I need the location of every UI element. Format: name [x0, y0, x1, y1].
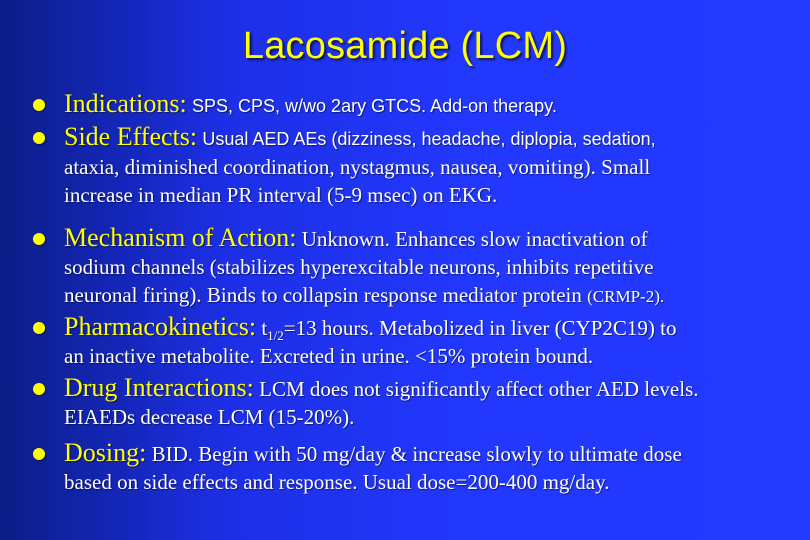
- text-indications-line-1: SPS, CPS, w/wo 2ary GTCS. Add-on therapy.: [192, 96, 557, 116]
- bullet-text: [64, 224, 794, 311]
- bullet-dot-icon: [33, 132, 45, 144]
- text-mechanism-line-1: Unknown. Enhances slow inactivation of: [301, 227, 648, 251]
- bullet-text: [64, 123, 794, 209]
- heading-side-effects: Side Effects:: [64, 122, 198, 151]
- bullet-text: [64, 374, 794, 431]
- text-drug-interactions-line-1: LCM does not significantly affect other AED levels.: [259, 377, 699, 401]
- text-dosing-line-1: BID. Begin with 50 mg/day & increase slowly to ultimate dose: [151, 442, 682, 466]
- heading-indications: Indications:: [64, 89, 187, 118]
- heading-pharmacokinetics: Pharmacokinetics:: [64, 312, 257, 341]
- heading-drug-interactions: Drug Interactions:: [64, 373, 254, 402]
- text-mechanism-line-2: sodium channels (stabilizes hyperexcitable neurons, inhibits repetitive: [64, 255, 654, 279]
- bullet-text: [64, 90, 794, 120]
- half-life-symbol: t: [261, 316, 268, 340]
- text-side-effects-line-2: ataxia, diminished coordination, nystagmus, nausea, vomiting). Small: [64, 155, 651, 179]
- slide-title: Lacosamide (LCM): [242, 25, 568, 67]
- text-dosing-line-2: based on side effects and response. Usual dose=200-400 mg/day.: [64, 470, 610, 494]
- bullet-dot-icon: [33, 322, 45, 334]
- text-mechanism-line-3: neuronal firing). Binds to collapsin response mediator protein: [64, 283, 582, 307]
- bullet-dot-icon: [33, 233, 45, 245]
- bullet-text: [64, 439, 794, 496]
- text-side-effects-line-3: increase in median PR interval (5-9 msec) on EKG.: [64, 183, 498, 207]
- text-pharmacokinetics-line-2: an inactive metabolite. Excreted in urine. <15% protein bound.: [64, 344, 594, 368]
- bullet-dot-icon: [33, 99, 45, 111]
- heading-dosing: Dosing:: [64, 438, 147, 467]
- bullet-dot-icon: [33, 383, 45, 395]
- bullet-dot-icon: [33, 448, 45, 460]
- heading-mechanism: Mechanism of Action:: [64, 223, 297, 252]
- text-side-effects-line-1: Usual AED AEs (dizziness, headache, diplopia, sedation,: [202, 129, 656, 149]
- text-mechanism-crmp: (CRMP-2).: [587, 287, 665, 306]
- text-drug-interactions-line-2: EIAEDs decrease LCM (15-20%).: [64, 405, 355, 429]
- bullet-text: [64, 313, 794, 370]
- text-pharmacokinetics-line-1: =13 hours. Metabolized in liver (CYP2C19) to: [283, 316, 677, 340]
- half-life-subscript: 1/2: [267, 328, 284, 343]
